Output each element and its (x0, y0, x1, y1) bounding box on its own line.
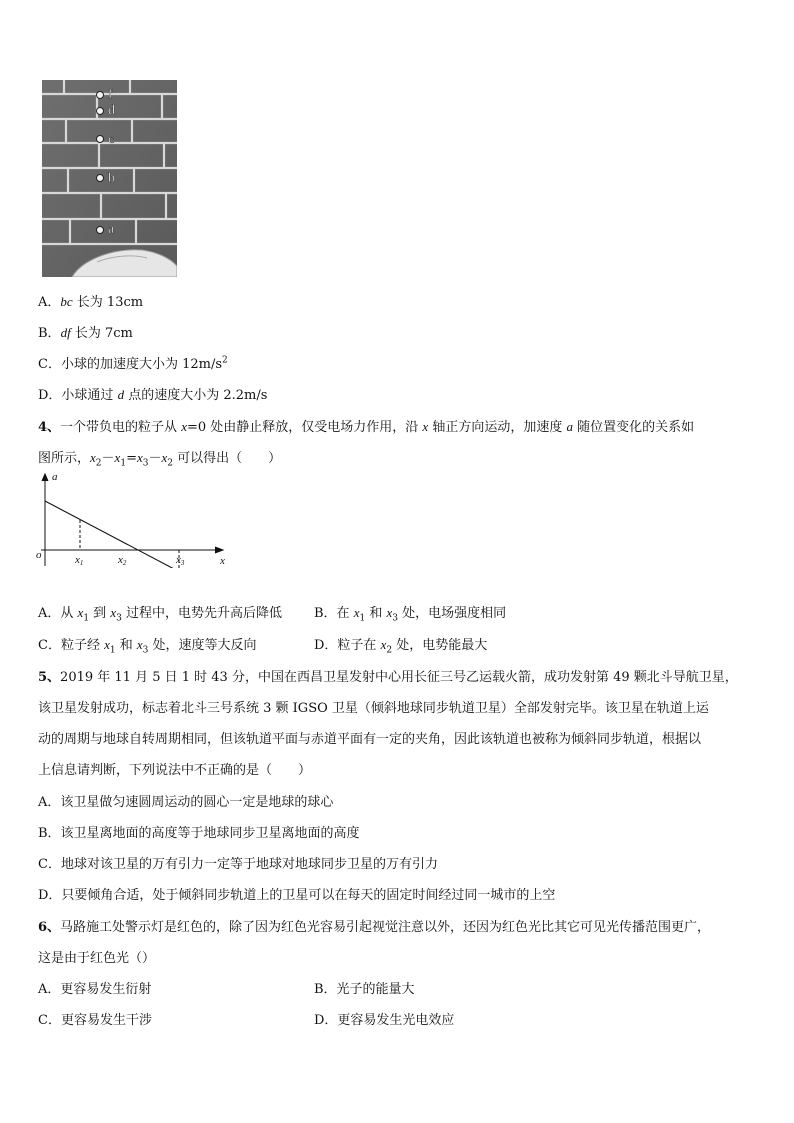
q6-option-a[interactable]: A．更容易发生衍射 (38, 982, 152, 997)
q3-option-a[interactable]: A．bc 长为 13cm (38, 294, 144, 310)
q6-option-c[interactable]: C．更容易发生干涉 (38, 1013, 152, 1028)
y-axis-label: a (52, 471, 58, 483)
ball-label-a: a (108, 222, 115, 237)
ball-label-b: b (108, 171, 115, 186)
q5-option-d[interactable]: D．只要倾角合适，处于倾斜同步轨道上的卫星可以在每天的固定时间经过同一城市的上空 (38, 888, 556, 903)
q4-option-c[interactable]: C．粒子经 $x_1$ 和 $x_3$ 处，速度等大反向 (38, 637, 257, 656)
q5-option-a[interactable]: A．该卫星做匀速圆周运动的圆心一定是地球的球心 (38, 795, 334, 810)
ball-b (97, 175, 104, 182)
ball-f (97, 92, 104, 99)
tick-x1: x1 (75, 554, 84, 567)
q3-option-d[interactable]: D．小球通过 d 点的速度大小为 2.2m/s (38, 387, 268, 403)
q3-option-b[interactable]: B．df 长为 7cm (38, 325, 133, 341)
brick-wall-photo (42, 80, 177, 277)
ball-a (97, 227, 104, 234)
ball-label-f: f (108, 87, 113, 102)
q6-stem-line-2: 这是由于红色光（） (38, 951, 156, 966)
q6-option-d[interactable]: D．更容易发生光电效应 (314, 1013, 455, 1028)
q4-stem-line-2: 图所示，$x_2-x_1=x_3-x_2$ 可以得出（ ） (38, 450, 282, 469)
tick-x3: x3 (176, 554, 185, 567)
ball-label-d: d (108, 103, 115, 118)
q4-option-b[interactable]: B．在 $x_1$ 和 $x_3$ 处，电场强度相同 (314, 605, 507, 624)
q5-stem-line-2: 该卫星发射成功，标志着北斗三号系统 3 颗 IGSO 卫星（倾斜地球同步轨道卫星）全部发射完毕。该卫星在轨道上运 (38, 701, 709, 716)
ball-d (97, 108, 104, 115)
q5-stem-line-4: 上信息请判断，下列说法中不正确的是（ ） (38, 763, 312, 778)
q5-option-b[interactable]: B．该卫星离地面的高度等于地球同步卫星离地面的高度 (38, 826, 360, 841)
q4-option-d[interactable]: D．粒子在 $x_2$ 处，电势能最大 (314, 637, 488, 656)
tick-x2: x2 (118, 554, 127, 567)
q3-option-c[interactable]: C．小球的加速度大小为 $12m/s^2$ (38, 355, 228, 372)
ball-label-c: c (108, 132, 115, 147)
q5-stem-line-1: 5、2019 年 11 月 5 日 1 时 43 分，中国在西昌卫星发射中心用长征三号乙运载火箭，成功发射第 49 颗北斗导航卫星， (38, 670, 738, 685)
x-axis-label: x (220, 555, 225, 567)
q5-stem-line-3: 动的周期与地球自转周期相同，但该轨道平面与赤道平面有一定的夹角，因此该轨道也被称为倾斜同步轨道，根据以 (38, 732, 702, 747)
q4-stem-line-1: 4、一个带负电的粒子从 x=0 处由静止释放，仅受电场力作用，沿 x 轴正方向运动，加速度 a 随位置变化的关系如 (38, 419, 695, 435)
origin-label: o (36, 549, 42, 561)
q6-stem-line-1: 6、马路施工处警示灯是红色的，除了因为红色光容易引起视觉注意以外，还因为红色光比其它可见光传播范围更广， (38, 920, 711, 935)
ball-c (97, 136, 104, 143)
acceleration-position-graph (32, 468, 232, 568)
q6-option-b[interactable]: B．光子的能量大 (314, 982, 415, 997)
q5-option-c[interactable]: C．地球对该卫星的万有引力一定等于地球对地球同步卫星的万有引力 (38, 857, 438, 872)
q4-option-a[interactable]: A．从 $x_1$ 到 $x_3$ 过程中，电势先升高后降低 (38, 605, 282, 624)
